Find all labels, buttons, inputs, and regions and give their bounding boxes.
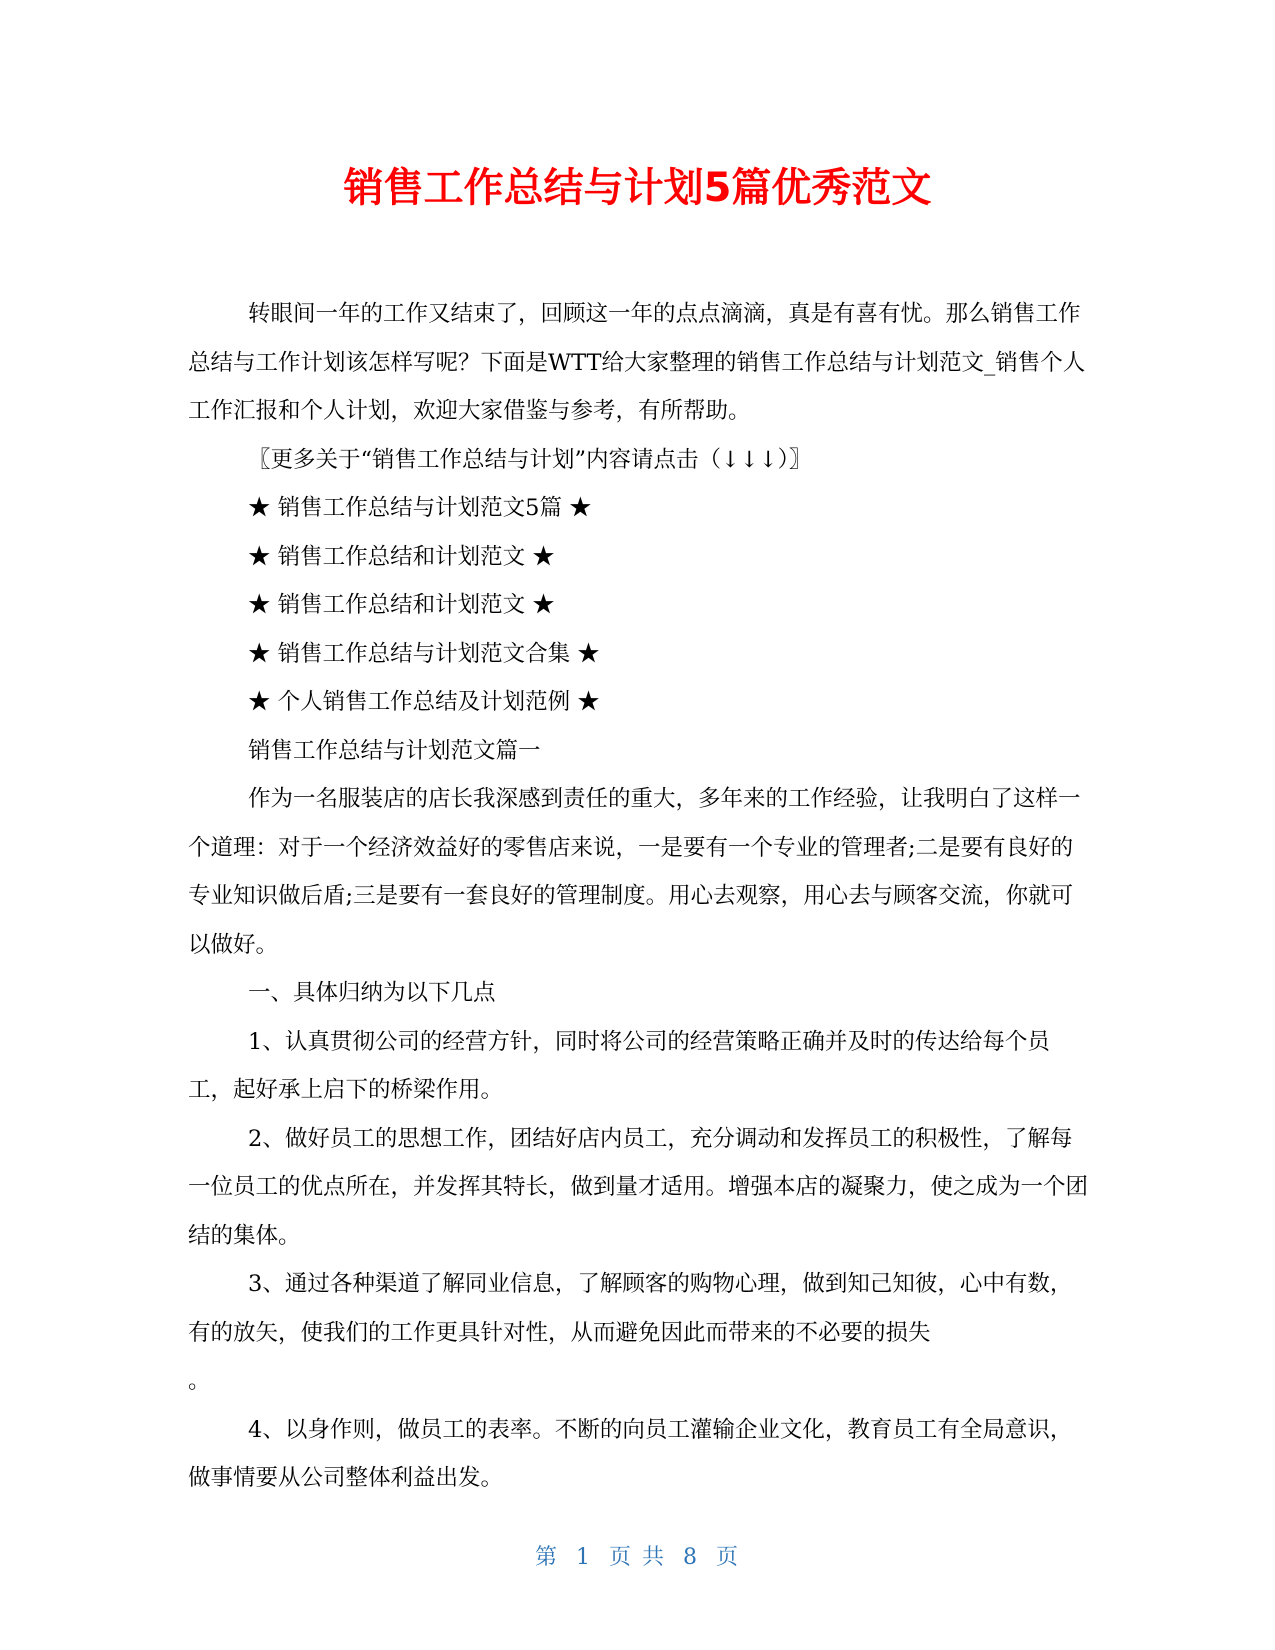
page-footer	[0, 1540, 1275, 1571]
list-item-3: 3、通过各种渠道了解同业信息，了解顾客的购物心理，做到知己知彼，心中有数，有的放矢，使我们的工作更具针对性，从而避免因此而带来的不必要的损失	[188, 1271, 1073, 1346]
section-heading: 销售工作总结与计划范文篇一	[248, 737, 541, 764]
subsection-heading: 一、具体归纳为以下几点	[248, 980, 496, 1006]
footer-current-page: 1	[576, 1545, 592, 1570]
related-link-2[interactable]: ★ 销售工作总结和计划范文 ★	[248, 543, 555, 570]
list-item-3-tail: 。	[188, 1368, 211, 1394]
related-link-3[interactable]: ★ 销售工作总结和计划范文 ★	[248, 592, 555, 618]
list-item-1: 1、认真贯彻公司的经营方针，同时将公司的经营策略正确并及时的传达给每个员工，起好承上启下的桥梁作用。	[188, 1028, 1050, 1103]
footer-of-label: 页 共	[609, 1545, 666, 1570]
document-title: 销售工作总结与计划5篇优秀范文	[343, 165, 932, 211]
related-link-4[interactable]: ★ 销售工作总结与计划范文合集 ★	[248, 640, 600, 667]
body-paragraph: 作为一名服装店的店长我深感到责任的重大，多年来的工作经验，让我明白了这样一个道理：对于一个经济效益好的零售店来说，一是要有一个专业的管理者;二是要有良好的专业知识做后盾;三是要有一套良好的管理制度。用心去观察，用心去与顾客交流，你就可以做好。	[188, 786, 1081, 958]
document-body	[188, 290, 1088, 1503]
footer-total-pages: 8	[683, 1545, 699, 1570]
related-link-5[interactable]: ★ 个人销售工作总结及计划范例 ★	[248, 689, 600, 715]
footer-page-label: 第	[534, 1545, 559, 1570]
related-link-1[interactable]: ★ 销售工作总结与计划范文5篇 ★	[248, 495, 592, 521]
list-item-2: 2、做好员工的思想工作，团结好店内员工，充分调动和发挥员工的积极性，了解每一位员工的优点所在，并发挥其特长，做到量才适用。增强本店的凝聚力，使之成为一个团结的集体。	[188, 1125, 1089, 1249]
more-links-heading: 〖更多关于“销售工作总结与计划”内容请点击（↓↓↓）〗	[248, 446, 812, 473]
footer-end-label: 页	[716, 1545, 741, 1570]
intro-paragraph: 转眼间一年的工作又结束了，回顾这一年的点点滴滴，真是有喜有忧。那么销售工作总结与工作计划该怎样写呢？下面是WTT给大家整理的销售工作总结与计划范文_销售个人工作汇报和个人计划，欢迎大家借鉴与参考，有所帮助。	[188, 301, 1086, 424]
list-item-4: 4、以身作则，做员工的表率。不断的向员工灌输企业文化，教育员工有全局意识，做事情要从公司整体利益出发。	[188, 1416, 1073, 1491]
